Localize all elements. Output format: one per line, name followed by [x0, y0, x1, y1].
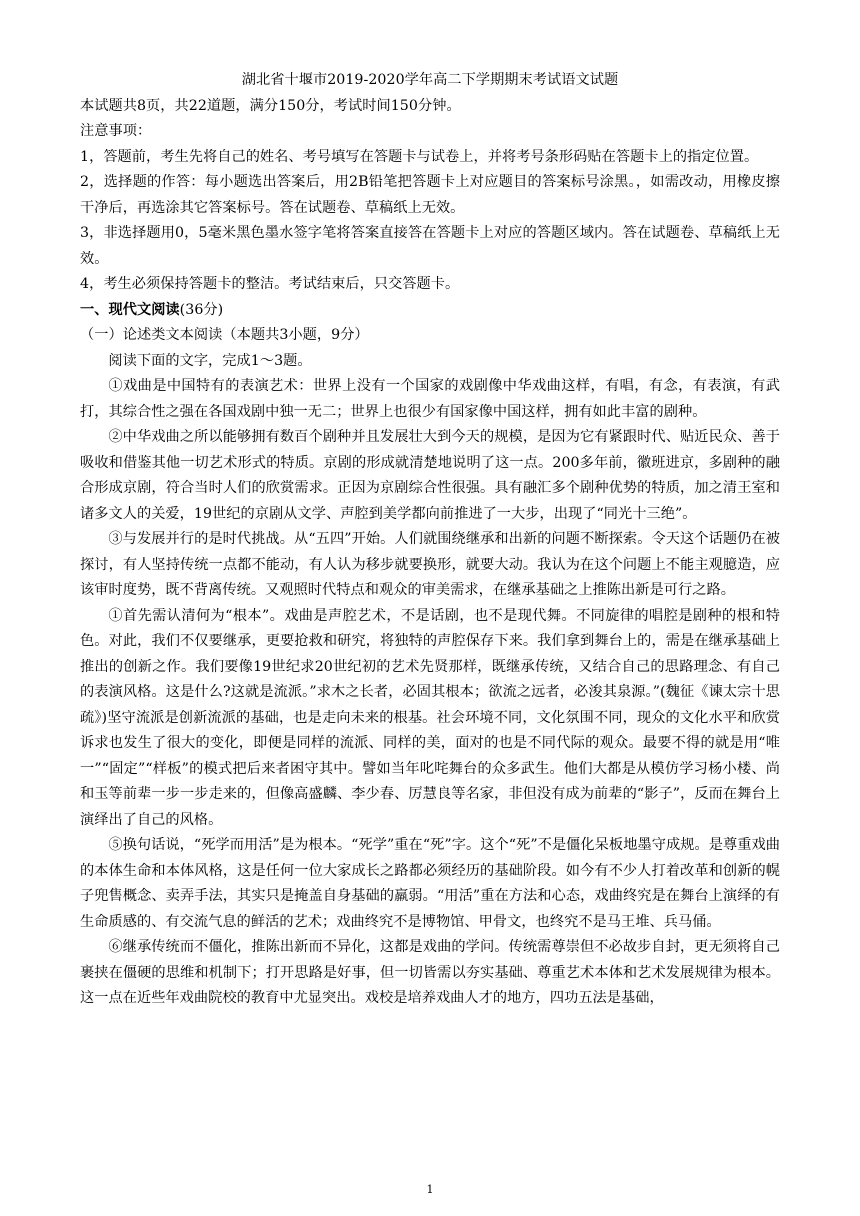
- paragraph-3: ③与发展并行的是时代挑战。从“五四”开始。人们就围绕继承和出新的问题不断探索。令天这个话题仍在被探讨，有人坚持传统一点都不能动，有人认为移步就要换形，就要大动。我认为在这个问题上不能主观臆造，应该审时度势，既不背离传统。又观照时代特点和观众的审美需求，在继承基础之上推陈出新是可行之路。: [80, 531, 780, 598]
- paragraph-2: ②中华戏曲之所以能够拥有数百个剧种并且发展壮大到今天的规模，是因为它有紧跟时代、贴近民众、善于吸收和借鉴其他一切艺术形式的特质。京剧的形成就清楚地说明了这一点。200多年前，徽班进京，多剧种的融合形成京剧，符合当时人们的欣赏需求。正因为京剧综合性很强。具有融汇多个剧种优势的特质，加之清王室和诸多文人的关爱，19世纪的京剧从文学、声腔到美学都向前推进了一大步，出现了“同光十三绝”。: [80, 429, 780, 522]
- reading-instruction: 阅读下面的文字，完成1～3题。: [108, 352, 312, 369]
- notice-item-1: 1，答题前，考生先将自己的姓名、考号填写在答题卡与试卷上，并将考号条形码贴在答题卡上的指定位置。: [80, 148, 759, 165]
- document-content: [80, 68, 780, 1012]
- subsection-heading: （一）论述类文本阅读（本题共3小题，9分）: [80, 327, 369, 343]
- section-heading: [80, 298, 780, 324]
- notice-item-2: 2，选择题的作答：每小题选出答案后，用2B铅笔把答题卡上对应题目的答案标号涂黑。，如需改动，用橡皮擦干净后，再选涂其它答案标号。答在试题卷、草稿纸上无效。: [80, 174, 780, 216]
- exam-intro: 本试题共8页，共22道题，满分150分，考试时间150分钟。: [80, 97, 461, 114]
- paragraph-4: ①首先需认清何为“根本”。戏曲是声腔艺术，不是话剧，也不是现代舞。不同旋律的唱腔是剧种的根和特色。对此，我们不仅要继承，更要抢救和研究，将独特的声腔保存下来。我们拿到舞台上的，需是在继承基础上推出的创新之作。我们要像19世纪求20世纪初的艺术先贤那样，既继承传统，又结合自己的思路理念、有自己的表演风格。这是什么?这就是流派。”求木之长者，必固其根本；欲流之远者，必浚其泉源。”(魏征《谏太宗十思疏》)坚守流派是创新流派的基础，也是走向未来的根基。社会环境不同，文化氛围不同，现众的文化水平和欣赏诉求也发生了很大的变化，即便是同样的流派、同样的美，面对的也是不同代际的观众。最要不得的就是用“唯一”“固定”“样板”的模式把后来者困守其中。譬如当年叱咤舞台的众多武生。他们大都是从模仿学习杨小楼、尚和玉等前辈一步一步走来的，但像高盛麟、李少春、厉慧良等名家，非但没有成为前辈的“影子”，反而在舞台上演绎出了自己的风格。: [80, 607, 780, 828]
- paragraph-1: ①戏曲是中国特有的表演艺术：世界上没有一个国家的戏剧像中华戏曲这样，有唱，有念，有表演，有武打，其综合性之强在各国戏剧中独一无二；世界上也很少有国家像中国这样，拥有如此丰富的剧种。: [80, 378, 780, 420]
- page-number: 1: [426, 1183, 434, 1196]
- section-label: 一、现代文阅读: [80, 301, 180, 318]
- notice-heading: 注意事项：: [80, 123, 152, 139]
- paragraph-5: ⑤换句话说，“死学而用活”是为根本。“死学”重在“死”字。这个“死”不是僵化呆板地墨守成规。是尊重戏曲的本体生命和本体风格，这是任何一位大家成长之路都必须经历的基础阶段。如今有不少人打着改革和创新的幌子兜售概念、卖弄手法，其实只是掩盖自身基础的羸弱。“用活”重在方法和心态，戏曲终究是在舞台上演绎的有生命质感的、有交流气息的鲜活的艺术；戏曲终究不是博物馆、甲骨文，也终究不是马王堆、兵马俑。: [80, 837, 780, 930]
- notice-item-3: 3，非选择题用0，5毫米黑色墨水签字笔将答案直接答在答题卡上对应的答题区域内。答在试题卷、草稿纸上无效。: [80, 225, 780, 267]
- notice-item-4: 4，考生必须保持答题卡的整洁。考试结束后，只交答题卡。: [80, 276, 460, 292]
- section-score: (36分): [179, 301, 224, 318]
- paragraph-6: ⑥继承传统而不僵化，推陈出新而不异化，这都是戏曲的学问。传统需尊崇但不必故步自封，更无须将自己裹挟在僵硬的思维和机制下；打开思路是好事，但一切皆需以夯实基础、尊重艺术本体和艺术发展规律为根本。这一点在近些年戏曲院校的教育中尤显突出。戏校是培养戏曲人才的地方，四功五法是基础，: [80, 939, 780, 1006]
- document-title: 湖北省十堰市2019-2020学年高二下学期期末考试语文试题: [241, 72, 619, 88]
